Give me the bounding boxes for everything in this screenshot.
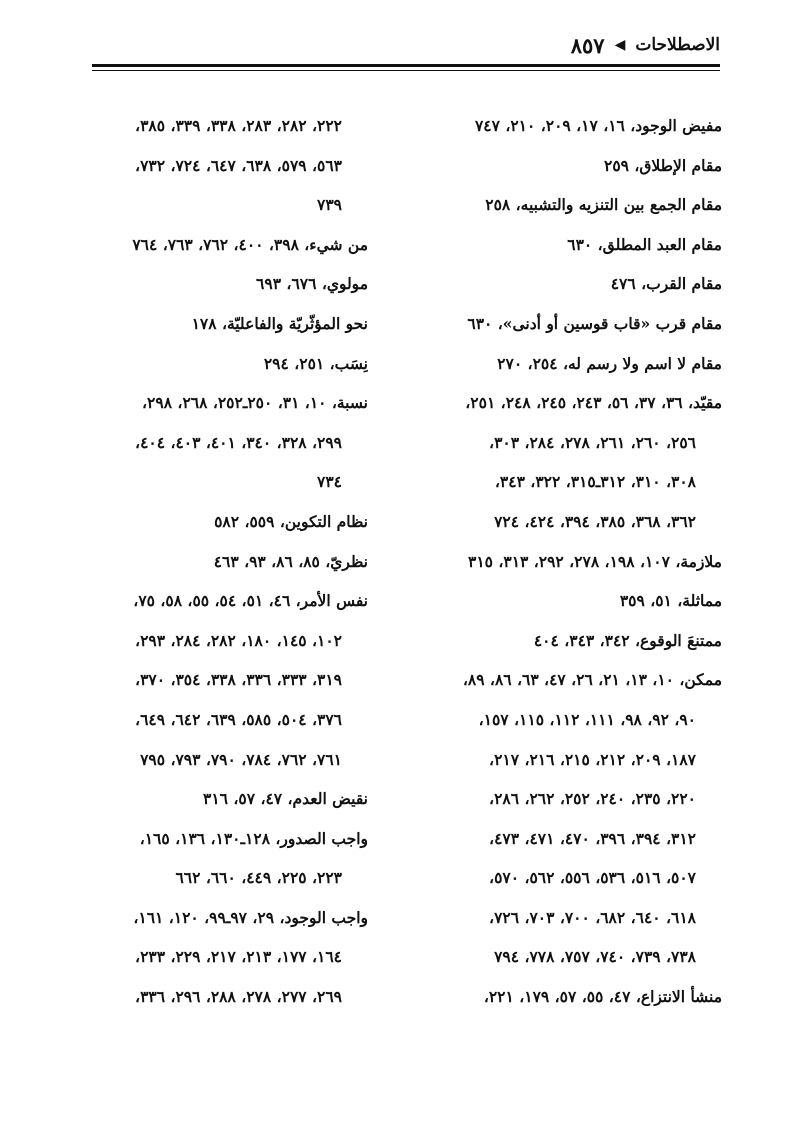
index-entry: ملازمة، ١٠٧، ١٩٨، ٢٧٨، ٢٩٢، ٣١٣، ٣١٥: [468, 551, 722, 571]
index-entry: مقام العبد المطلق، ٦٣٠: [567, 234, 722, 254]
index-entry-continuation: ٢٢٢، ٢٨٢، ٢٨٣، ٣٣٨، ٣٣٩، ٣٨٥،: [135, 116, 342, 135]
index-entry: نسبة، ١٠، ٣١، ٢٥٠ـ٢٥٢، ٢٦٨، ٢٩٨،: [142, 393, 368, 413]
index-entry-continuation: ٣٠٨، ٣١٠، ٣١٢ـ٣١٥، ٣٢٢، ٣٤٣،: [494, 472, 696, 492]
index-entry-continuation: ٢٢٣، ٢٢٥، ٤٤٩، ٦٦٠، ٦٦٢: [175, 868, 342, 888]
index-entry: نظام التكوين، ٥٥٩، ٥٨٢: [214, 511, 368, 531]
index-entry-continuation: ٧٦١، ٧٦٢، ٧٨٤، ٧٩٠، ٧٩٣، ٧٩٥: [140, 749, 342, 769]
index-column-left: [86, 106, 368, 1017]
index-column-right: [420, 106, 722, 1017]
index-entry: ممكن، ١٠، ١٣، ٢١، ٢٦، ٤٧، ٦٣، ٨٦، ٨٩،: [462, 670, 722, 690]
index-entry: مقام القرب، ٤٧٦: [610, 274, 722, 294]
index-entry-continuation: ٢٢٠، ٢٣٥، ٢٤٠، ٢٥٢، ٢٦٢، ٢٨٦،: [489, 789, 696, 809]
index-entry-continuation: ٩٠، ٩٢، ٩٨، ١١١، ١١٢، ١١٥، ١٥٧،: [478, 709, 696, 729]
index-entry: واجب الوجود، ٢٩، ٩٧ـ٩٩، ١٢٠، ١٦١،: [133, 907, 368, 927]
index-entry-continuation: ٧٣٩: [317, 195, 342, 215]
index-entry-continuation: ٧٣٨، ٧٣٩، ٧٤٠، ٧٥٧، ٧٧٨، ٧٩٤: [494, 947, 696, 967]
index-entry: من شيء، ٣٩٨، ٤٠٠، ٧٦٢، ٧٦٣، ٧٦٤: [132, 234, 368, 254]
index-entry: نِسَب، ٢٥١، ٢٩٤: [263, 353, 368, 373]
index-entry: مقيّد، ٣٦، ٣٧، ٥٦، ٢٤٣، ٢٤٥، ٢٤٨، ٢٥١،: [465, 393, 722, 413]
index-entry-continuation: ٦١٨، ٦٤٠، ٦٨٢، ٧٠٠، ٧٠٣، ٧٢٦،: [489, 907, 696, 927]
header-title-group: [571, 33, 720, 58]
index-entry: واجب الصدور، ١٢٨ـ١٣٠، ١٣٦، ١٦٥،: [139, 828, 368, 848]
index-entry-continuation: ١٨٧، ٢٠٩، ٢١٢، ٢١٥، ٢١٦، ٢١٧،: [489, 749, 696, 769]
index-entry: مقام قرب «قاب قوسين أو أدنى»، ٦٣٠: [467, 313, 722, 333]
index-entry: مفيض الوجود، ١٦، ١٧، ٢٠٩، ٢١٠، ٧٤٧: [474, 116, 722, 135]
index-entry: نفس الأمر، ٤٦، ٥١، ٥٤، ٥٥، ٥٨، ٧٥،: [133, 591, 368, 611]
index-entry: مقام لا اسم ولا رسم له، ٢٥٤، ٢٧٠: [497, 353, 722, 373]
index-entry-continuation: ٣١٢، ٣٩٤، ٣٩٦، ٤٧٠، ٤٧١، ٤٧٣،: [489, 828, 696, 848]
page-number: ٨٥٧: [570, 32, 605, 58]
header-rule-thin: [92, 70, 720, 71]
arrow-left-icon: ◀: [614, 37, 626, 53]
page-header: [92, 28, 720, 62]
index-entry-continuation: ٥٦٣، ٥٧٩، ٦٣٨، ٦٤٧، ٧٢٤، ٧٣٢،: [135, 155, 342, 175]
index-entry: مقام الإطلاق، ٢٥٩: [604, 155, 722, 175]
index-entry: ممتنعَ الوقوع، ٣٤٢، ٣٤٣، ٤٠٤: [533, 630, 722, 650]
index-entry: نظريّ، ٨٥، ٨٦، ٩٣، ٤٦٣: [213, 551, 368, 571]
index-entry: مقام الجمع بين التنزيه والتشبيه، ٢٥٨: [485, 195, 722, 215]
index-entry: منشأ الانتزاع، ٤٧، ٥٥، ٥٧، ١٧٩، ٢٢١،: [483, 987, 722, 1007]
index-entry: نحو المؤثّريّة والفاعليّة، ١٧٨: [191, 313, 368, 333]
index-entry-continuation: ٢٩٩، ٣٢٨، ٣٤٠، ٤٠١، ٤٠٣، ٤٠٤،: [135, 432, 342, 452]
index-entry-continuation: ٥٠٧، ٥١٦، ٥٣٦، ٥٥٦، ٥٦٢، ٥٧٠،: [489, 868, 696, 888]
index-entry: نقيض العدم، ٤٧، ٥٧، ٣١٦: [203, 789, 368, 809]
index-entry-continuation: ١٦٤، ١٧٧، ٢١٣، ٢١٧، ٢٢٩، ٢٣٣،: [135, 947, 342, 967]
index-entry: مماثلة، ٥١، ٣٥٩: [619, 591, 722, 611]
index-entry-continuation: ٧٣٤: [317, 472, 342, 492]
index-entry: مولوي، ٦٧٦، ٦٩٣: [256, 274, 368, 294]
index-entry-continuation: ٣٧٦، ٥٠٤، ٥٨٥، ٦٣٩، ٦٤٢، ٦٤٩،: [135, 709, 342, 729]
index-entry-continuation: ٢٥٦، ٢٦٠، ٢٦١، ٢٧٨، ٢٨٤، ٣٠٣،: [489, 432, 696, 452]
index-entry-continuation: ٣٦٢، ٣٦٨، ٣٨٥، ٣٩٤، ٤٢٤، ٧٢٤: [494, 511, 696, 531]
index-entry-continuation: ١٠٢، ١٤٥، ١٨٠، ٢٨٢، ٢٨٤، ٢٩٣،: [135, 630, 342, 650]
header-rule-thick: [92, 64, 720, 67]
running-title: الاصطلاحات: [635, 35, 720, 55]
index-entry-continuation: ٢٦٩، ٢٧٧، ٢٧٨، ٢٨٨، ٢٩٦، ٣٣٦،: [135, 987, 342, 1007]
index-entry-continuation: ٣١٩، ٣٣٣، ٣٣٦، ٣٣٨، ٣٥٤، ٣٧٠،: [135, 670, 342, 690]
